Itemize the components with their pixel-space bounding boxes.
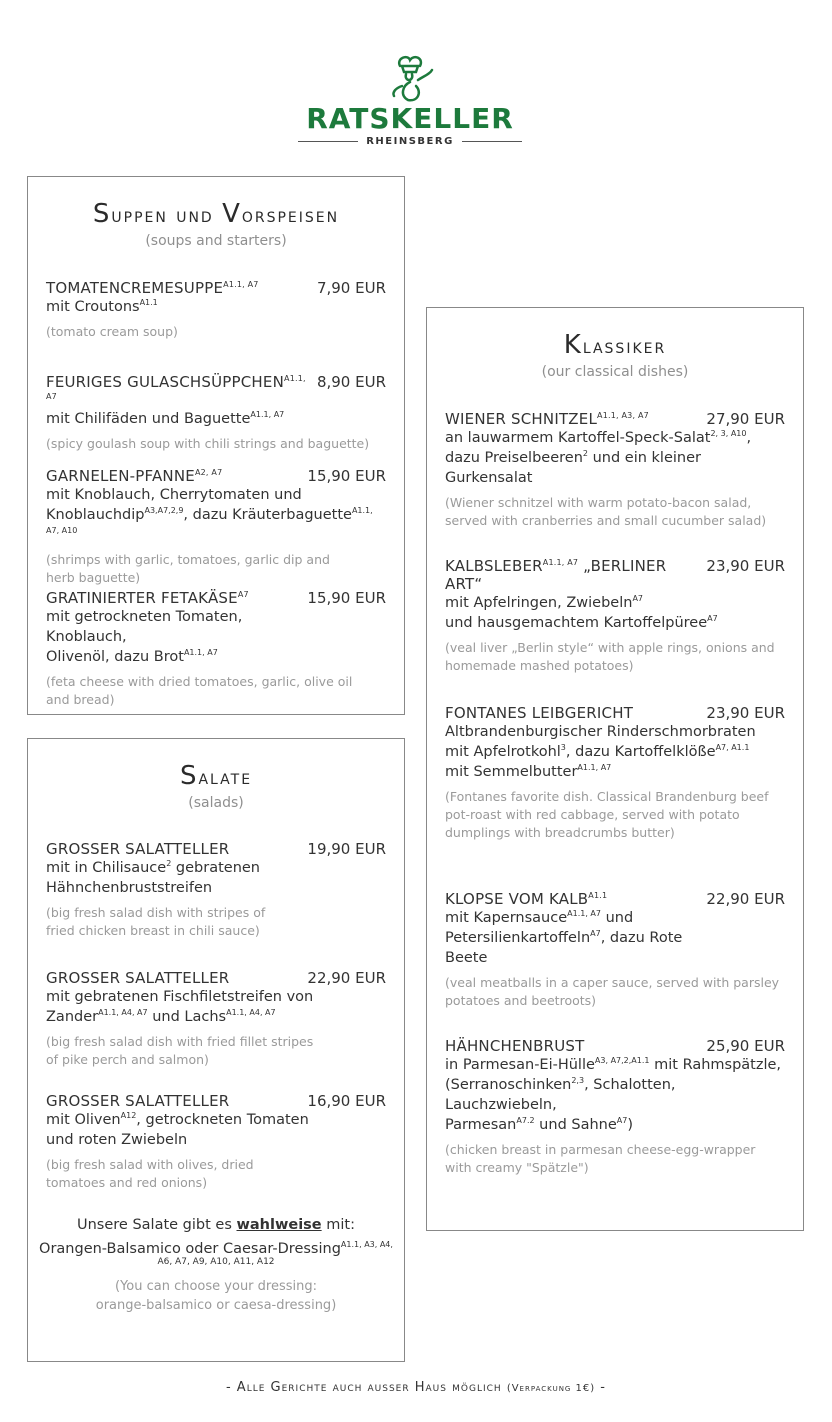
item-description: mit Kapernsauce$^{A1.1, A7}$ und Petersilienkartoffeln$^{A7}$, dazu Rote Beete <box>445 909 683 966</box>
section-soups-starters <box>27 176 405 715</box>
item-name: KLOPSE VOM $KALB^{A1.1}$ <box>445 890 608 908</box>
menu-item <box>445 1037 785 1177</box>
item-description: an lauwarmem Kartoffel-Speck-Salat$^{2, 3, A10}$, dazu Preiselbeeren$^2$ und ein kleiner Gurkensalat <box>445 429 752 486</box>
item-english: (big fresh salad dish with fried fillet stripes of pike perch and salmon) <box>46 1034 314 1067</box>
menu-item <box>445 890 785 1010</box>
item-price: 27,90 EUR <box>706 410 785 428</box>
section-title: Suppen und Vorspeisen <box>92 199 340 229</box>
item-name: GROSSER SALATTELLER <box>46 840 230 858</box>
item-price: 15,90 EUR <box>307 589 386 607</box>
item-english: (spicy goulash soup with chili strings and baguette) <box>46 436 370 451</box>
item-name: FONTANES LEIBGERICHT <box>445 704 634 722</box>
section-classics <box>426 307 804 1231</box>
item-name: GROSSER SALATTELLER <box>46 969 230 987</box>
item-english: (Fontanes favorite dish. Classical Brandenburg beef pot-roast with red cabbage, served with potato dumplings with breadcrumbs butter) <box>445 789 769 840</box>
item-price: 16,90 EUR <box>307 1092 386 1110</box>
item-description: mit getrockneten Tomaten, Knoblauch, Olivenöl, dazu Brot$^{A1.1, A7}$ <box>46 609 243 665</box>
menu-item <box>46 279 386 341</box>
item-english: (chicken breast in parmesan cheese-egg-wrapper with creamy "Spätzle") <box>445 1142 756 1175</box>
logo-subtitle-text: RHEINSBERG <box>366 136 454 147</box>
section-title: Salate <box>179 761 253 791</box>
item-english: (big fresh salad dish with stripes of fried chicken breast in chili sauce) <box>46 905 266 938</box>
divider <box>462 141 522 142</box>
item-description: Altbrandenburgischer Rinderschmorbraten mit Apfelrotkohl$^3$, dazu Kartoffelklöße$^{A7, A1.1}$ mit Semmelbutter$^{A1.1, A7}$ <box>445 724 756 780</box>
item-english: (big fresh salad with olives, dried tomatoes and red onions) <box>46 1157 254 1190</box>
section-subtitle: (our classical dishes) <box>541 364 689 380</box>
item-description: mit Knoblauch, Cherrytomaten und Knoblauchdip$^{A3,A7,2,9}$, dazu Kräuterbaguette$^{A1.1, A7, A10}$ <box>46 487 373 536</box>
divider <box>298 141 358 142</box>
menu-item <box>445 410 785 530</box>
section-subtitle: (salads) <box>188 795 244 811</box>
item-name: $KALBSLEBER^{A1.1, A7}$ „BERLINER ART“ <box>445 557 667 593</box>
item-english: (tomato cream soup) <box>46 324 178 339</box>
item-description: mit gebratenen Fischfiletstreifen von Zander$^{A1.1, A4, A7}$ und Lachs$^{A1.1, A4, A7}$ <box>46 989 314 1025</box>
item-description: mit in Chilisauce$^2$ gebratenen Hähnchenbruststreifen <box>46 859 260 896</box>
menu-item <box>46 840 386 940</box>
item-name: HÄHNCHENBRUST <box>445 1037 585 1055</box>
item-description: mit Chilifäden und Baguette$^{A1.1, A7}$ <box>46 410 285 427</box>
item-description: in Parmesan-Ei-Hülle$^{A3, A7,2,A1.1}$ mit Rahmspätzle, (Serranoschinken$^{2,3}$, Schalotten, Lauchzwiebeln, Parmesan$^{A7.2}$ und Sahne$^{A7}$) <box>445 1056 782 1133</box>
menu-item <box>46 589 386 709</box>
menu-item <box>46 1092 386 1192</box>
item-description: mit Apfelringen, Zwiebeln$^{A7}$ und hausgemachtem Kartoffelpüree$^{A7}$ <box>445 594 718 631</box>
item-price: 19,90 EUR <box>307 840 386 858</box>
section-salads <box>27 738 405 1362</box>
item-english: (Wiener schnitzel with warm potato-bacon salad, served with cranberries and small cucumber salad) <box>445 495 767 528</box>
item-price: 8,90 EUR <box>316 373 386 391</box>
item-price: 22,90 EUR <box>706 890 785 908</box>
item-description: mit Croutons$^{A1.1}$ <box>46 298 158 315</box>
item-price: 23,90 EUR <box>706 704 785 722</box>
restaurant-logo <box>280 52 540 156</box>
item-price: 23,90 EUR <box>706 557 785 575</box>
item-english: (veal liver „Berlin style“ with apple rings, onions and homemade mashed potatoes) <box>445 640 775 673</box>
item-english: (feta cheese with dried tomatoes, garlic, olive oil and bread) <box>46 674 353 707</box>
dressing-note: Unsere Salate gibt es wahlweise mit: Orangen-Balsamico oder Caesar-Dressing$^{A1.1, A3, A4,}$ A6, A7, A9, A10, A11, A12 (You can choose your dressing: orange-balsamico or caesa-dressing) <box>39 1217 393 1313</box>
item-price: 7,90 EUR <box>316 279 386 297</box>
item-price: 15,90 EUR <box>307 467 386 485</box>
item-price: 25,90 EUR <box>706 1037 785 1055</box>
item-price: 22,90 EUR <box>307 969 386 987</box>
item-english: (shrimps with garlic, tomatoes, garlic dip and herb baguette) <box>46 552 330 585</box>
item-english: (veal meatballs in a caper sauce, served with parsley potatoes and beetroots) <box>445 975 780 1008</box>
menu-item <box>46 969 386 1069</box>
menu-item <box>445 704 785 842</box>
item-name: GRATINIERTER $FETAKÄSE^{A7}$ <box>46 589 249 607</box>
item-name: $TOMATENCREMESUPPE^{A1.1, A7}$ <box>46 279 259 297</box>
item-name: FEURIGES $GULASCHSÜPPCHEN^{A1.1, A7}$ <box>46 373 306 401</box>
logo-subtitle <box>280 136 540 147</box>
section-title: Klassiker <box>563 330 667 360</box>
menu-item <box>46 373 386 453</box>
item-name: GARNELEN-$PFANNE^{A2, A7}$ <box>46 467 223 485</box>
chef-icon <box>378 52 442 104</box>
menu-item <box>46 467 386 587</box>
item-name: GROSSER SALATTELLER <box>46 1092 230 1110</box>
footer-note: - Alle Gerichte auch ausser Haus möglich (Verpackung 1€) - <box>225 1380 606 1395</box>
section-subtitle: (soups and starters) <box>145 233 287 249</box>
item-name: WIENER $SCHNITZEL^{A1.1, A3, A7}$ <box>445 410 649 428</box>
logo-brand-text: RATSKELLER <box>306 102 514 135</box>
item-description: mit Oliven$^{A12}$, getrockneten Tomaten und roten Zwiebeln <box>46 1111 309 1148</box>
menu-item <box>445 557 785 675</box>
